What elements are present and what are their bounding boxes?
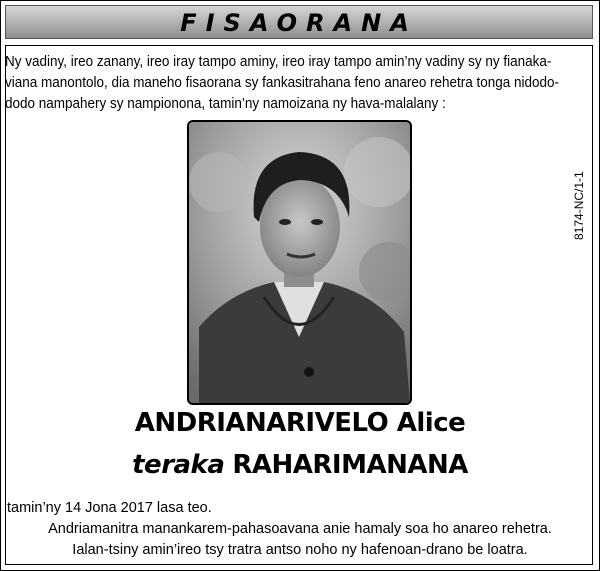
intro-line: dodo nampahery sy nampionona, tamin’ny namoizana ny hava-malalany : [5,96,446,112]
death-date-line: tamin’ny 14 Jona 2017 lasa teo. [7,500,212,516]
intro-paragraph [5,52,591,115]
intro-line: viana manontolo, dia maneho fisaorana sy fankasitrahana feno anareo rehetra tonga nidodo- [5,75,560,91]
header-bar [5,5,593,39]
closing-line: Ialan-tsiny amin’ireo tsy tratra antso noho ny hafenoan-drano be loatra. [72,542,528,558]
birth-name-line [0,450,600,480]
birth-name: RAHARIMANANA [232,450,468,480]
notice-title: FISAORANA [180,9,418,37]
birth-name-prefix: teraka [132,450,225,480]
reference-code: 8174-NC/1-1 [572,171,586,240]
intro-line: Ny vadiny, ireo zanany, ireo iray tampo aminy, ireo iray tampo amin’ny vadiny sy ny fianaka- [5,54,552,70]
portrait-image [189,122,410,403]
deceased-name: ANDRIANARIVELO Alice [134,408,466,438]
closing-line: Andriamanitra manankarem-pahasoavana anie hamaly soa ho anareo rehetra. [48,521,552,537]
portrait-photo [187,120,412,405]
